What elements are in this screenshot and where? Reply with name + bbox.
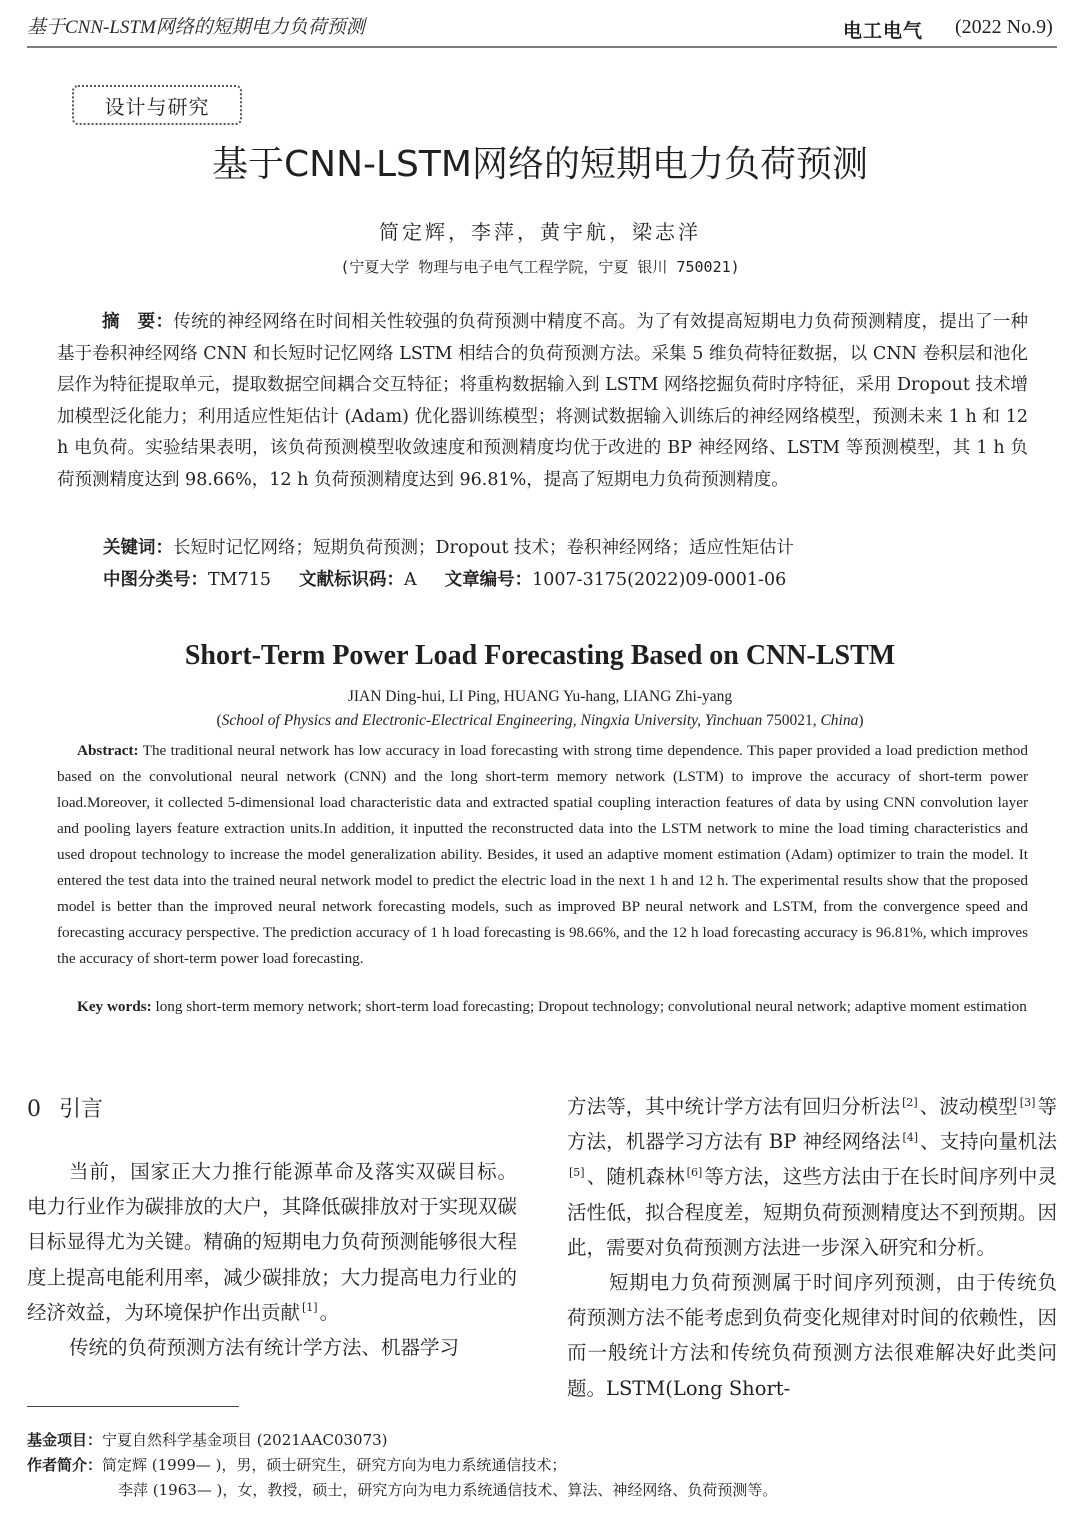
article-no-label: 文章编号：	[444, 570, 533, 590]
abstract-en	[57, 738, 1028, 972]
body-paragraph	[567, 1089, 1057, 1265]
doc-code-value: A	[404, 570, 417, 590]
affiliation-en	[0, 712, 1080, 730]
authors-cn: 简定辉，李萍，黄宇航，梁志洋	[379, 220, 701, 244]
body-text: 、支持向量机法	[920, 1130, 1057, 1154]
footnote-author2: 李萍 (1963— )，女，教授，硕士，研究方向为电力系统通信技术、算法、神经网络、负荷预测等。	[118, 1481, 778, 1499]
body-text: 等方法，机器学习方法有 BP 神经网络法	[567, 1095, 1057, 1154]
header-rule	[27, 46, 1057, 48]
classification-row	[103, 565, 1033, 597]
body-text: 方法等，其中统计学方法有回归分析法	[567, 1095, 901, 1118]
doc-code-label: 文献标识码：	[299, 570, 404, 590]
affil-en-country: China	[820, 712, 859, 729]
running-title: 基于CNN-LSTM网络的短期电力负荷预测	[27, 17, 365, 38]
affiliation-cn: (宁夏大学 物理与电子电气工程学院，宁夏 银川 750021)	[340, 258, 740, 276]
footnotes	[27, 1428, 1057, 1503]
body-text: 当前，国家正大力推行能源革命及落实双碳目标。电力行业作为碳排放的大户，其降低碳排放对于实现双碳目标显得尤为关键。精确的短期电力负荷预测能够很大程度上提高电能利用率，减少碳排放；大力提高电力行业的经济效益，为环境保护作出贡献	[27, 1160, 517, 1324]
clc-label: 中图分类号：	[103, 570, 208, 590]
author-intro-label: 作者简介：	[27, 1456, 103, 1474]
authors-en: JIAN Ding-hui, LI Ping, HUANG Yu-hang, LIANG Zhi-yang	[347, 688, 733, 705]
affil-en-close: )	[858, 712, 864, 729]
fund-text: 宁夏自然科学基金项目 (2021AAC03073)	[102, 1431, 388, 1449]
keywords-cn	[103, 533, 1033, 565]
abstract-cn-text: 传统的神经网络在时间相关性较强的负荷预测中精度不高。为了有效提高短期电力负荷预测精度，提出了一种基于卷积神经网络 CNN 和长短时记忆网络 LSTM 相结合的负荷预测方法。采集 5 维负荷特征数据，以 CNN 卷积层和池化层作为特征提取单元，提取数据空间耦合交互特征；将重构数据输入到 LSTM 网络挖掘负荷时序特征，采用 Dropout 技术增加模型泛化能力；利用适应性矩估计 (Adam) 优化器训练模型；将测试数据输入训练后的神经网络模型，预测未来 1 h 和 12 h 电负荷。实验结果表明，该负荷预测模型收敛速度和预测精度均优于改进的 BP 神经网络、LSTM 等预测模型，其 1 h 负荷预测精度达到 98.66%，12 h 负荷预测精度达到 96.81%，提高了短期电力负荷预测精度。	[57, 312, 1029, 490]
paper-title-cn: 基于CNN-LSTM网络的短期电力负荷预测	[212, 144, 868, 185]
journal-name: 电工电气	[843, 20, 924, 42]
paper-title-en: Short-Term Power Load Forecasting Based on CNN-LSTM	[184, 640, 896, 671]
section-tag: 设计与研究	[72, 85, 242, 125]
section-heading	[27, 1092, 103, 1123]
body-text: 传统的负荷预测方法有统计学方法、机器学习	[69, 1336, 460, 1360]
keywords-cn-label: 关键词：	[103, 538, 173, 558]
abstract-cn-label: 摘 要：	[102, 312, 174, 332]
footnote-fund	[27, 1428, 1057, 1453]
citation-ref[interactable]: [5]	[569, 1165, 585, 1179]
clc-value: TM715	[208, 570, 271, 590]
abstract-en-text: The traditional neural network has low accuracy in load forecasting with strong time dependence. This paper provided a load prediction method based on the convolutional neural network (CNN) and the long short-term memory network (LSTM) to improve the accuracy of short-term power load.Moreover, it collected 5-dimensional load characteristic data and extracted spatial coupling interaction features of data by using CNN convolution layer and pooling layers feature extraction units.In addition, it inputted the reconstructed data into the LSTM network to mine the load timing characteristics and used dropout technology to increase the model generalization ability. Besides, it used an adaptive moment estimation (Adam) optimizer to train the model. It entered the test data into the trained neural network model to predict the electric load in the next 1 h and 12 h. The experimental results show that the proposed model is better than the improved neural network forecasting models, such as improved BP neural network and LSTM, from the convergence speed and forecasting accuracy perspective. The prediction accuracy of 1 h load forecasting is 98.66%, and the 12 h load forecasting accuracy is 96.81%, which improves the accuracy of short-term power load forecasting.	[57, 742, 1028, 967]
keywords-en	[57, 994, 1028, 1020]
affil-en-postcode: 750021,	[762, 712, 821, 729]
citation-ref[interactable]: [2]	[902, 1095, 918, 1109]
abstract-cn	[57, 307, 1028, 496]
body-column-left	[27, 1154, 517, 1365]
body-paragraph	[27, 1154, 517, 1330]
keywords-en-text: long short-term memory network; short-term load forecasting; Dropout technology; convolutional neural network; adaptive moment estimation	[151, 998, 1027, 1015]
abstract-en-label: Abstract:	[77, 742, 139, 759]
body-text: 等方法，这些方法由于在长时间序列中灵活性低，拟合程度差，短期负荷预测精度达不到预期。因此，需要对负荷预测方法进一步深入研究和分析。	[567, 1165, 1057, 1259]
article-no-value: 1007-3175(2022)09-0001-06	[532, 570, 787, 590]
keywords-en-label: Key words:	[77, 998, 152, 1015]
section-number: 0	[27, 1097, 41, 1122]
affil-en-school: School of Physics and Electronic-Electrical Engineering, Ningxia University, Yinchuan	[221, 712, 763, 729]
fund-label: 基金项目：	[27, 1431, 103, 1449]
body-text: 、波动模型	[919, 1095, 1018, 1118]
citation-ref[interactable]: [3]	[1019, 1095, 1036, 1109]
section-title: 引言	[59, 1097, 104, 1122]
keywords-cn-text: 长短时记忆网络；短期负荷预测；Dropout 技术；卷积神经网络；适应性矩估计	[173, 538, 795, 558]
citation-ref[interactable]: [1]	[302, 1301, 318, 1315]
footnote-author1	[27, 1453, 1057, 1478]
citation-ref[interactable]: [4]	[902, 1130, 919, 1144]
journal-issue: (2022 No.9)	[955, 16, 1053, 38]
body-paragraph	[27, 1330, 517, 1365]
author1-text: 简定辉 (1999— )，男，硕士研究生，研究方向为电力系统通信技术；	[102, 1456, 567, 1474]
body-text: 。	[319, 1300, 340, 1324]
affil-en-open: (	[216, 712, 222, 729]
footnote-rule	[27, 1406, 239, 1407]
citation-ref[interactable]: [6]	[686, 1165, 703, 1179]
body-text: 短期电力负荷预测属于时间序列预测，由于传统负荷预测方法不能考虑到负荷变化规律对时间的依赖性，因而一般统计方法和传统负荷预测方法很难解决好此类问题。LSTM(Long Short-	[567, 1271, 1057, 1400]
body-column-right	[567, 1089, 1057, 1406]
body-text: 、随机森林	[586, 1165, 685, 1189]
body-paragraph	[567, 1265, 1057, 1406]
